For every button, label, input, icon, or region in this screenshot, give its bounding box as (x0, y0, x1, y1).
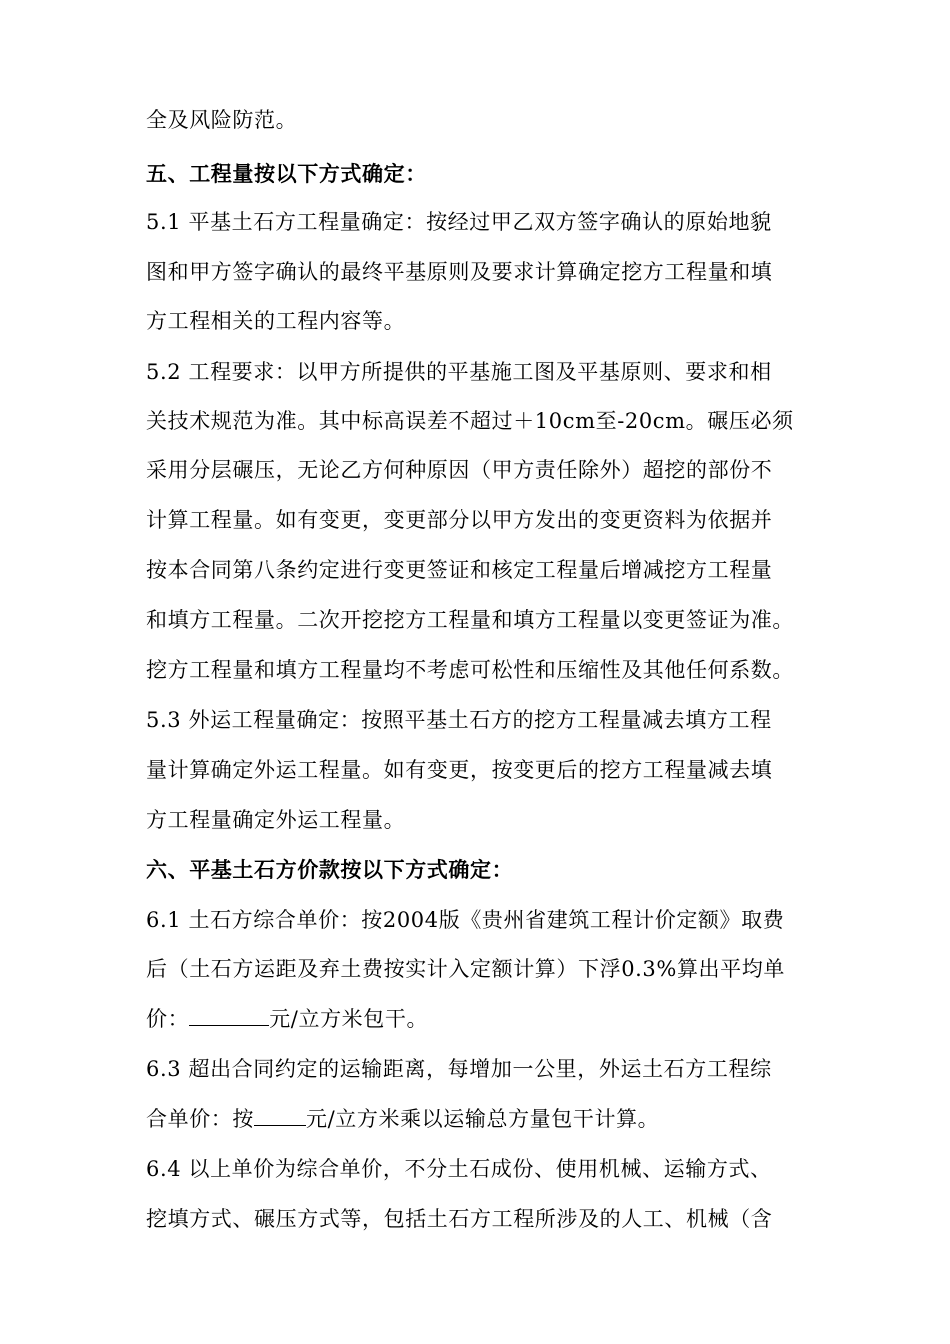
paragraph-line: 6.3 超出合同约定的运输距离，每增加一公里，外运土石方工程综 (146, 1057, 772, 1081)
fill-in-blank (254, 1105, 306, 1126)
section-heading-6: 六、平基土石方价款按以下方式确定： (146, 858, 514, 882)
paragraph-line-with-blank (146, 1105, 659, 1133)
paragraph-line: 5.1 平基土石方工程量确定：按经过甲乙双方签字确认的原始地貌 (146, 210, 772, 234)
paragraph-line: 5.2 工程要求：以甲方所提供的平基施工图及平基原则、要求和相 (146, 360, 772, 384)
paragraph-line: 采用分层碾压，无论乙方何种原因（甲方责任除外）超挖的部份不 (146, 458, 773, 482)
paragraph-line: 图和甲方签字确认的最终平基原则及要求计算确定挖方工程量和填 (146, 260, 773, 284)
paragraph-line: 挖方工程量和填方工程量均不考虑可松性和压缩性及其他任何系数。 (146, 658, 794, 682)
paragraph-line: 和填方工程量。二次开挖挖方工程量和填方工程量以变更签证为准。 (146, 608, 794, 632)
paragraph-line: 6.4 以上单价为综合单价，不分土石成份、使用机械、运输方式、 (146, 1157, 772, 1181)
paragraph-line: 按本合同第八条约定进行变更签证和核定工程量后增减挖方工程量 (146, 558, 773, 582)
line-text-after: 元/立方米包干。 (269, 1007, 429, 1031)
paragraph-line-with-blank (146, 1005, 428, 1033)
paragraph-line: 挖填方式、碾压方式等，包括土石方工程所涉及的人工、机械（含 (146, 1207, 773, 1231)
paragraph-line: 5.3 外运工程量确定：按照平基土石方的挖方工程量减去填方工程 (146, 708, 772, 732)
paragraph-line: 全及风险防范。 (146, 108, 298, 132)
paragraph-line: 方工程相关的工程内容等。 (146, 309, 406, 333)
paragraph-line: 方工程量确定外运工程量。 (146, 808, 406, 832)
paragraph-line: 计算工程量。如有变更，变更部分以甲方发出的变更资料为依据并 (146, 508, 773, 532)
section-heading-5: 五、工程量按以下方式确定： (146, 162, 427, 186)
paragraph-line: 关技术规范为准。其中标高误差不超过＋10cm至-20cm。碾压必须 (146, 409, 794, 433)
line-text-before: 合单价：按 (146, 1107, 254, 1131)
paragraph-line: 量计算确定外运工程量。如有变更，按变更后的挖方工程量减去填 (146, 758, 773, 782)
line-text-after: 元/立方米乘以运输总方量包干计算。 (306, 1107, 660, 1131)
fill-in-blank (189, 1005, 269, 1026)
paragraph-line: 后（土石方运距及弃土费按实计入定额计算）下浮0.3%算出平均单 (146, 957, 785, 981)
paragraph-line: 6.1 土石方综合单价：按2004版《贵州省建筑工程计价定额》取费 (146, 908, 785, 932)
line-text-before: 价： (146, 1007, 190, 1031)
